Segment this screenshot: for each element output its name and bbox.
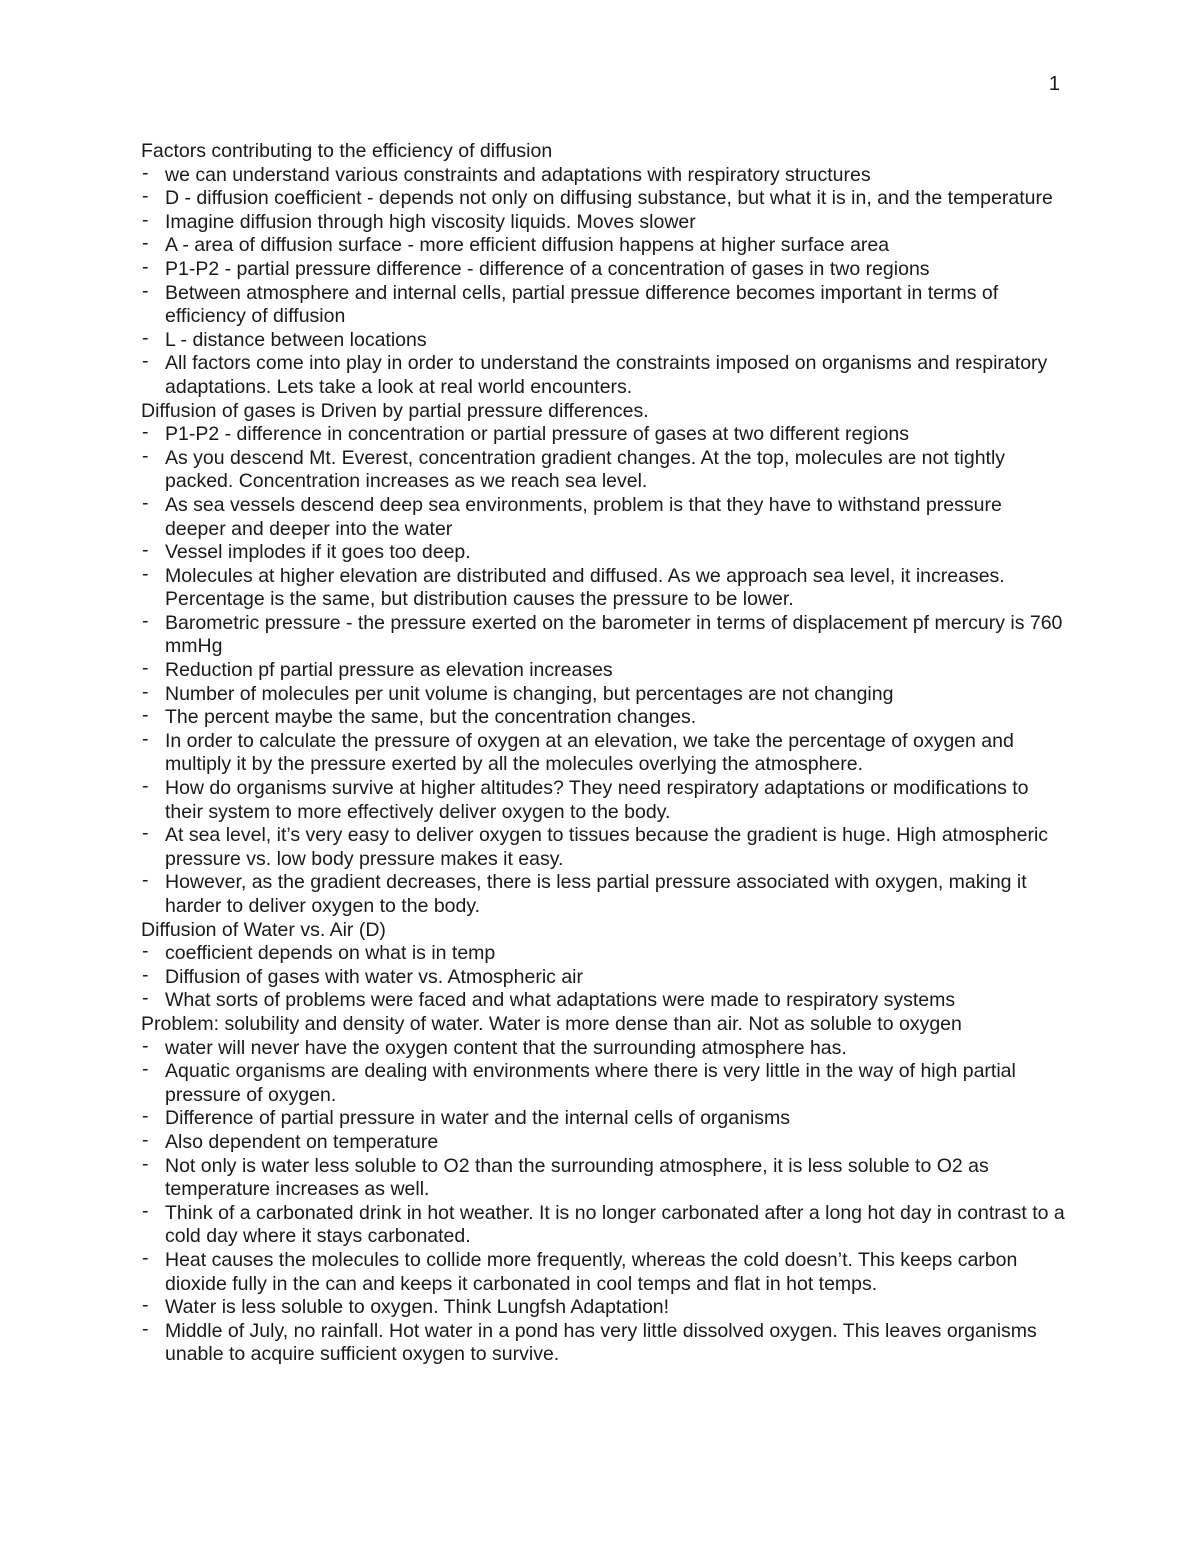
- bullet-item: - In order to calculate the pressure of oxygen at an elevation, we take the percentage of oxygen and multiply it by the pressure exerted by all the molecules overlying the atmosphere.: [141, 730, 1066, 777]
- bullet-item: - Between atmosphere and internal cells, partial pressue difference becomes important in terms of efficiency of diffusion: [141, 282, 1066, 329]
- bullet-item: - Reduction pf partial pressure as elevation increases: [141, 659, 1066, 683]
- bullet-item: - Number of molecules per unit volume is changing, but percentages are not changing: [141, 683, 1066, 707]
- bullet-item: - D - diffusion coefficient - depends not only on diffusing substance, but what it is in, and the temperature: [141, 187, 1066, 211]
- bullet-item: - Molecules at higher elevation are distributed and diffused. As we approach sea level, it increases. Percentage is the same, but distribution causes the pressure to be lower.: [141, 565, 1066, 612]
- bullet-item: - L - distance between locations: [141, 329, 1066, 353]
- bullet-item: - How do organisms survive at higher altitudes? They need respiratory adaptations or modifications to their system to more effectively deliver oxygen to the body.: [141, 777, 1066, 824]
- bullet-item: - At sea level, it’s very easy to deliver oxygen to tissues because the gradient is huge. High atmospheric pressure vs. low body pressure makes it easy.: [141, 824, 1066, 871]
- bullet-item: - Diffusion of gases with water vs. Atmospheric air: [141, 966, 1066, 990]
- bullet-item: - water will never have the oxygen content that the surrounding atmosphere has.: [141, 1037, 1066, 1061]
- bullet-item: - All factors come into play in order to understand the constraints imposed on organisms and respiratory adaptations. Lets take a look at real world encounters.: [141, 352, 1066, 399]
- bullet-item: - Aquatic organisms are dealing with environments where there is very little in the way of high partial pressure of oxygen.: [141, 1060, 1066, 1107]
- bullet-item: - Also dependent on temperature: [141, 1131, 1066, 1155]
- bullet-item: - coefficient depends on what is in temp: [141, 942, 1066, 966]
- bullet-item: - we can understand various constraints and adaptations with respiratory structures: [141, 164, 1066, 188]
- bullet-item: - However, as the gradient decreases, there is less partial pressure associated with oxygen, making it harder to deliver oxygen to the body.: [141, 871, 1066, 918]
- section-heading: Factors contributing to the efficiency of diffusion: [141, 140, 553, 162]
- bullet-item: - Water is less soluble to oxygen. Think Lungfsh Adaptation!: [141, 1296, 1066, 1320]
- bullet-item: - Difference of partial pressure in water and the internal cells of organisms: [141, 1107, 1066, 1131]
- bullet-item: - Think of a carbonated drink in hot weather. It is no longer carbonated after a long hot day in contrast to a cold day where it stays carbonated.: [141, 1202, 1066, 1249]
- bullet-item: - Vessel implodes if it goes too deep.: [141, 541, 1066, 565]
- bullet-item: - P1-P2 - partial pressure difference - difference of a concentration of gases in two regions: [141, 258, 1066, 282]
- bullet-item: - A - area of diffusion surface - more efficient diffusion happens at higher surface area: [141, 234, 1066, 258]
- document-body: [141, 140, 1066, 1367]
- bullet-item: - Barometric pressure - the pressure exerted on the barometer in terms of displacement pf mercury is 760 mmHg: [141, 612, 1066, 659]
- section-heading: Diffusion of Water vs. Air (D): [141, 918, 386, 941]
- page-number: 1: [1048, 73, 1060, 95]
- bullet-item: - Not only is water less soluble to O2 than the surrounding atmosphere, it is less soluble to O2 as temperature increases as well.: [141, 1155, 1066, 1202]
- section-heading: Problem: solubility and density of water. Water is more dense than air. Not as soluble to oxygen: [141, 1012, 962, 1035]
- bullet-item: - The percent maybe the same, but the concentration changes.: [141, 706, 1066, 730]
- bullet-item: - P1-P2 - difference in concentration or partial pressure of gases at two different regions: [141, 423, 1066, 447]
- bullet-item: - Middle of July, no rainfall. Hot water in a pond has very little dissolved oxygen. This leaves organisms unable to acquire sufficient oxygen to survive.: [141, 1320, 1066, 1367]
- bullet-item: - What sorts of problems were faced and what adaptations were made to respiratory systems: [141, 989, 1066, 1013]
- bullet-item: - As sea vessels descend deep sea environments, problem is that they have to withstand pressure deeper and deeper into the water: [141, 494, 1066, 541]
- bullet-item: - Imagine diffusion through high viscosity liquids. Moves slower: [141, 211, 1066, 235]
- section-heading: Diffusion of gases is Driven by partial pressure differences.: [141, 399, 649, 422]
- bullet-item: - Heat causes the molecules to collide more frequently, whereas the cold doesn’t. This keeps carbon dioxide fully in the can and keeps it carbonated in cool temps and flat in hot temps.: [141, 1249, 1066, 1296]
- bullet-item: - As you descend Mt. Everest, concentration gradient changes. At the top, molecules are not tightly packed. Concentration increases as we reach sea level.: [141, 447, 1066, 494]
